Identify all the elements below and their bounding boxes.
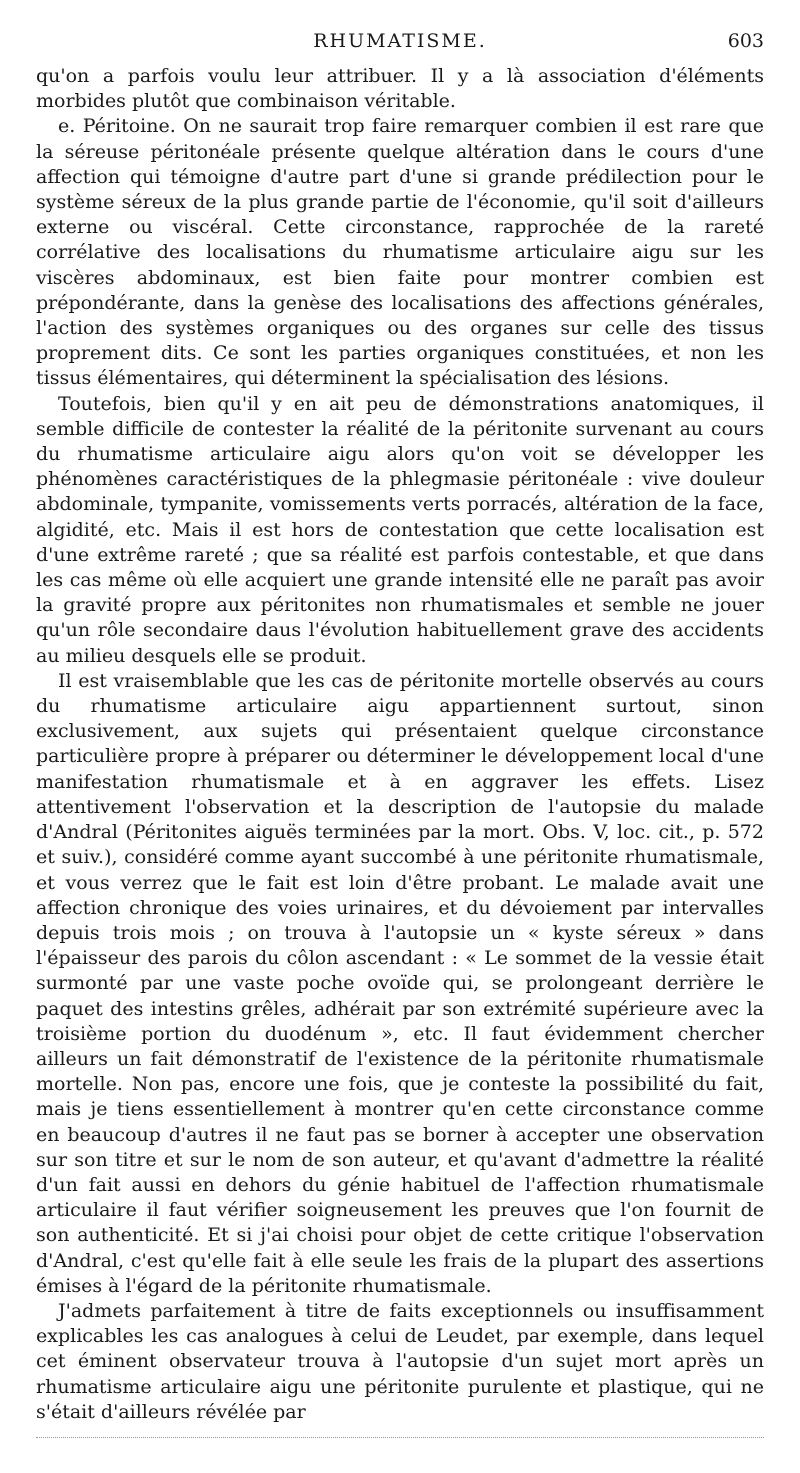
paragraph: J'admets parfaitement à titre de faits exceptionnels ou insuffisamment explicables les cas analogues à celui de Leudet, par exemple, dans lequel cet éminent observateur trouva à l'autopsie d'un sujet mort après un rhumatisme articulaire aigu une péritonite purulente et plastique, qui ne s'était d'ailleurs révélée par [36,1299,764,1423]
paragraph: Toutefois, bien qu'il y en ait peu de démonstrations anatomiques, il semble difficile de contester la réalité de la péritonite survenant au cours du rhumatisme articulaire aigu alors qu'on voit se développer les phénomènes caractéristiques de la phlegmasie péritonéale : vive douleur abdominale, tympanite, vomissements verts porracés, altération de la face, algidité, etc. Mais il est hors de contestation que cette localisation est d'une extrême rareté ; que sa réalité est parfois contestable, et que dans les cas même où elle acquiert une grande intensité elle ne paraît pas avoir la gravité propre aux péritonites non rhumatismales et semble ne jouer qu'un rôle secondaire daus l'évolution habituellement grave des accidents au milieu desquels elle se produit. [36,392,764,667]
paragraph: qu'on a parfois voulu leur attribuer. Il y a là association d'éléments morbides plutôt que combinaison véritable. [36,65,764,113]
paragraph: e. Péritoine. On ne saurait trop faire remarquer combien il est rare que la séreuse péritonéale présente quelque altération dans le cours d'une affection qui témoigne d'autre part d'une si grande prédilection pour le système séreux de la plus grande partie de l'économie, qu'il soit d'ailleurs externe ou viscéral. Cette circonstance, rapprochée de la rareté corrélative des localisations du rhumatisme articulaire aigu sur les viscères abdominaux, est bien faite pour montrer combien est prépondérante, dans la genèse des localisations des affections générales, l'action des systèmes organiques ou des organes sur celle des tissus proprement dits. Ce sont les parties organiques constituées, et non les tissus élémentaires, qui déterminent la spécialisation des lésions. [36,115,764,390]
page-number: 603 [727,30,764,52]
running-header [36,30,764,56]
running-title: RHUMATISME. [313,30,487,52]
footer-rule [36,1437,764,1438]
body-text [36,64,764,1425]
paragraph: Il est vraisemblable que les cas de péritonite mortelle observés au cours du rhumatisme articulaire aigu appartiennent surtout, sinon exclusivement, aux sujets qui présentaient quelque circonstance particulière propre à préparer ou déterminer le développement local d'une manifestation rhumatismale et à en aggraver les effets. Lisez attentivement l'observation et la description de l'autopsie du malade d'Andral (Péritonites aiguës terminées par la mort. Obs. V, loc. cit., p. 572 et suiv.), considéré comme ayant succombé à une péritonite rhumatismale, et vous verrez que le fait est loin d'être probant. Le malade avait une affection chronique des voies urinaires, et du dévoiement par intervalles depuis trois mois ; on trouva à l'autopsie un « kyste séreux » dans l'épaisseur des parois du côlon ascendant : « Le sommet de la vessie était surmonté par une vaste poche ovoïde qui, se prolongeant derrière le paquet des intestins grêles, adhérait par son extrémité supérieure avec la troisième portion du duodénum », etc. Il faut évidemment chercher ailleurs un fait démonstratif de l'existence de la péritonite rhumatismale mortelle. Non pas, encore une fois, que je conteste la possibilité du fait, mais je tiens essentiellement à montrer qu'en cette circonstance comme en beaucoup d'autres il ne faut pas se borner à accepter une observation sur son titre et sur le nom de son auteur, et qu'avant d'admettre la réalité d'un fait aussi en dehors du génie habituel de l'affection rhumatismale articulaire il faut vérifier soigneusement les preuves que l'on fournit de son authenticité. Et si j'ai choisi pour objet de cette critique l'observation d'Andral, c'est qu'elle fait à elle seule les frais de la plupart des assertions émises à l'égard de la péritonite rhumatismale. [36,669,764,1297]
